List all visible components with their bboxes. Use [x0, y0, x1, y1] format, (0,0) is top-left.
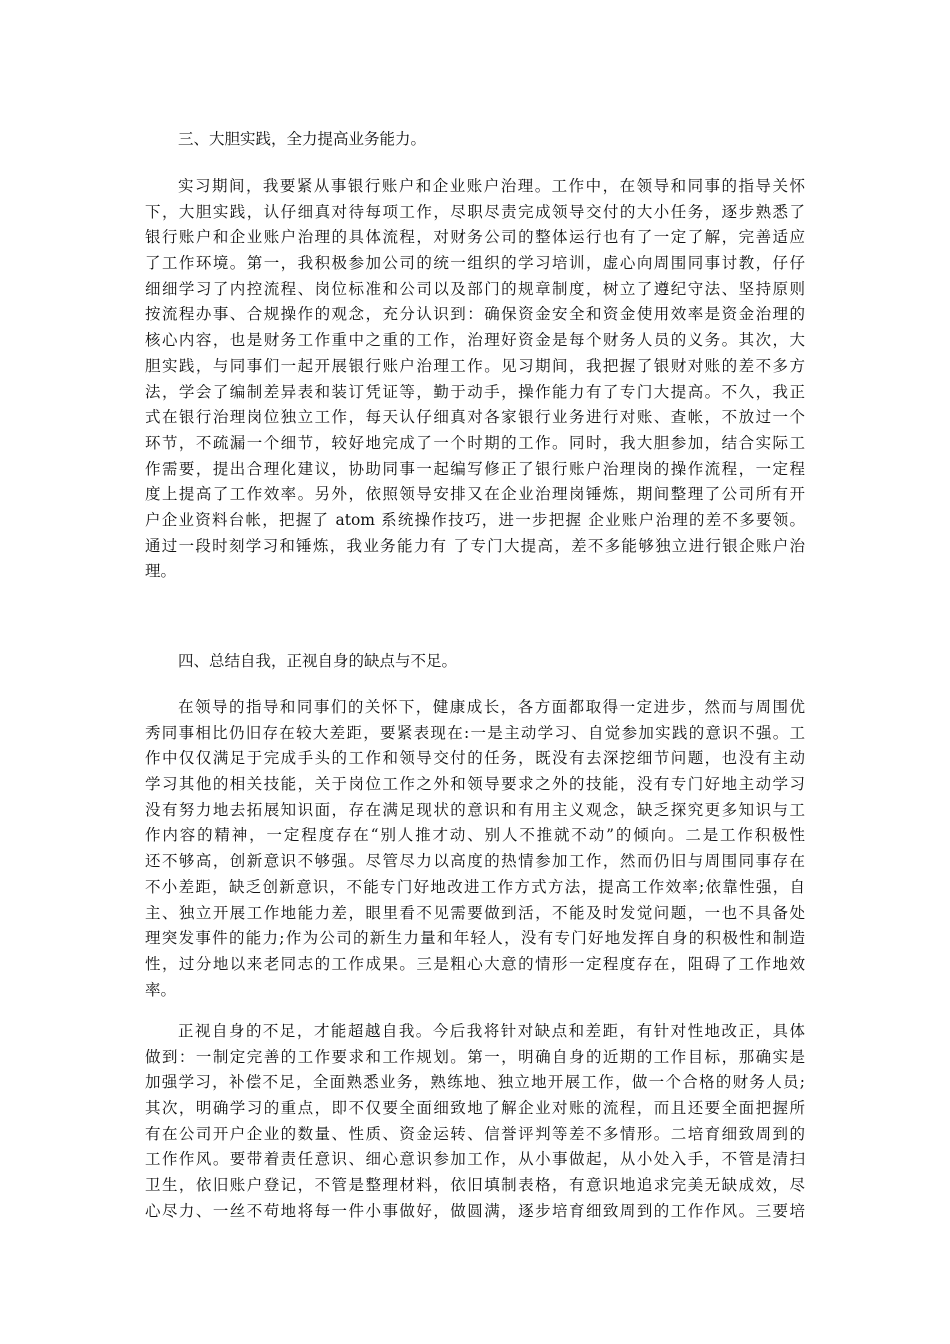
- paragraph-line: 实习期间，我要紧从事银行账户和企业账户治理。工作中，在领导和同事的指导关怀: [178, 177, 805, 195]
- paragraph-line: 度上提高了工作效率。另外，依照领导安排又在企业治理岗锤炼，期间整理了公司所有开: [145, 485, 805, 504]
- paragraph-line: 理。: [145, 562, 177, 581]
- paragraph-line: 做到：一制定完善的工作要求和工作规划。第一，明确自身的近期的工作目标，那确实是: [145, 1047, 805, 1066]
- paragraph-line: 学习其他的相关技能，关于岗位工作之外和领导要求之外的技能，没有专门好地主动学习: [145, 775, 805, 794]
- paragraph-line: 法，学会了编制差异表和装订凭证等，勤于动手，操作能力有了专门大提高。不久，我正: [145, 382, 805, 401]
- paragraph-line: 心尽力、一丝不苟地将每一件小事做好，做圆满，逐步培育细致周到的工作作风。三要培: [145, 1201, 805, 1220]
- paragraph-line: 银行账户和企业账户治理的具体流程，对财务公司的整体运行也有了一定了解，完善适应: [145, 228, 805, 247]
- paragraph-line: 环节，不疏漏一个细节，较好地完成了一个时期的工作。同时，我大胆参加，结合实际工: [145, 433, 805, 452]
- paragraph-line: 通过一段时刻学习和锤炼，我业务能力有 了专门大提高，差不多能够独立进行银企账户治: [145, 536, 805, 555]
- paragraph-line: 按流程办事、合规操作的观念，充分认识到：确保资金安全和资金使用效率是资金治理的: [145, 305, 805, 324]
- paragraph-line: 正视自身的不足，才能超越自我。今后我将针对缺点和差距，有针对性地改正，具体: [178, 1022, 805, 1040]
- section-3-paragraph: [145, 174, 805, 585]
- paragraph-line: 核心内容，也是财务工作重中之重的工作，治理好资金是每个财务人员的义务。其次，大: [145, 331, 805, 350]
- paragraph-line: 作中仅仅满足于完成手头的工作和领导交付的任务，既没有去深挖细节问题，也没有主动: [145, 749, 805, 768]
- paragraph-line: 在领导的指导和同事们的关怀下，健康成长，各方面都取得一定进步，然而与周围优: [178, 698, 805, 716]
- paragraph-line: 还不够高，创新意识不够强。尽管尽力以高度的热情参加工作，然而仍旧与周围同事存在: [145, 852, 805, 871]
- section-4-heading: 四、总结自我，正视自身的缺点与不足。: [178, 652, 458, 670]
- paragraph-line: 作内容的精神，一定程度存在“别人推才动、别人不推就不动”的倾向。二是工作积极性: [145, 826, 805, 845]
- paragraph-line: 有在公司开户企业的数量、性质、资金运转、信誉评判等差不多情形。二培育细致周到的: [145, 1124, 805, 1143]
- paragraph-line: 加强学习，补偿不足，全面熟悉业务，熟练地、独立地开展工作，做一个合格的财务人员;: [145, 1073, 805, 1092]
- paragraph-line: 了工作环境。第一，我积极参加公司的统一组织的学习培训，虚心向周围同事讨教，仔仔: [145, 254, 805, 273]
- section-3-heading: 三、大胆实践，全力提高业务能力。: [178, 130, 427, 148]
- paragraph-line: 下，大胆实践，认仔细真对待每项工作，尽职尽责完成领导交付的大小任务，逐步熟悉了: [145, 202, 805, 221]
- paragraph-line: 理突发事件的能力;作为公司的新生力量和年轻人，没有专门好地发挥自身的积极性和制造: [145, 929, 805, 948]
- paragraph-line: 性，过分地以来老同志的工作成果。三是粗心大意的情形一定程度存在，阻碍了工作地效: [145, 954, 805, 973]
- paragraph-line: 主、独立开展工作地能力差，眼里看不见需要做到活，不能及时发觉问题，一也不具备处: [145, 903, 805, 922]
- paragraph-line: 细细学习了内控流程、岗位标准和公司以及部门的规章制度，树立了遵纪守法、坚持原则: [145, 279, 805, 298]
- section-4-paragraph-2: [145, 1019, 805, 1225]
- paragraph-line: 卫生，依旧账户登记，不管是整理材料，依旧填制表格，有意识地追求完美无缺成效，尽: [145, 1176, 805, 1195]
- paragraph-line: 秀同事相比仍旧存在较大差距，要紧表现在:一是主动学习、自觉参加实践的意识不强。工: [145, 723, 805, 742]
- paragraph-line: 作需要，提出合理化建议，协助同事一起编写修正了银行账户治理岗的操作流程，一定程: [145, 459, 805, 478]
- paragraph-line: 工作作风。要带着责任意识、细心意识参加工作，从小事做起，从小处入手，不管是清扫: [145, 1150, 805, 1169]
- paragraph-line: 其次，明确学习的重点，即不仅要全面细致地了解企业对账的流程，而且还要全面把握所: [145, 1099, 805, 1118]
- section-4-paragraph-1: [145, 695, 805, 1003]
- paragraph-line: 没有努力地去拓展知识面，存在满足现状的意识和有用主义观念，缺乏探究更多知识与工: [145, 800, 805, 819]
- paragraph-line: 式在银行治理岗位独立工作，每天认仔细真对各家银行业务进行对账、查帐，不放过一个: [145, 408, 805, 427]
- paragraph-line: 不小差距，缺乏创新意识，不能专门好地改进工作方式方法，提高工作效率;依靠性强，自: [145, 877, 805, 896]
- paragraph-line: 率。: [145, 980, 177, 999]
- paragraph-line: 胆实践，与同事们一起开展银行账户治理工作。见习期间，我把握了银财对账的差不多方: [145, 356, 805, 375]
- paragraph-line: 户企业资料台帐，把握了 atom 系统操作技巧，进一步把握 企业账户治理的差不多要领。: [145, 510, 805, 529]
